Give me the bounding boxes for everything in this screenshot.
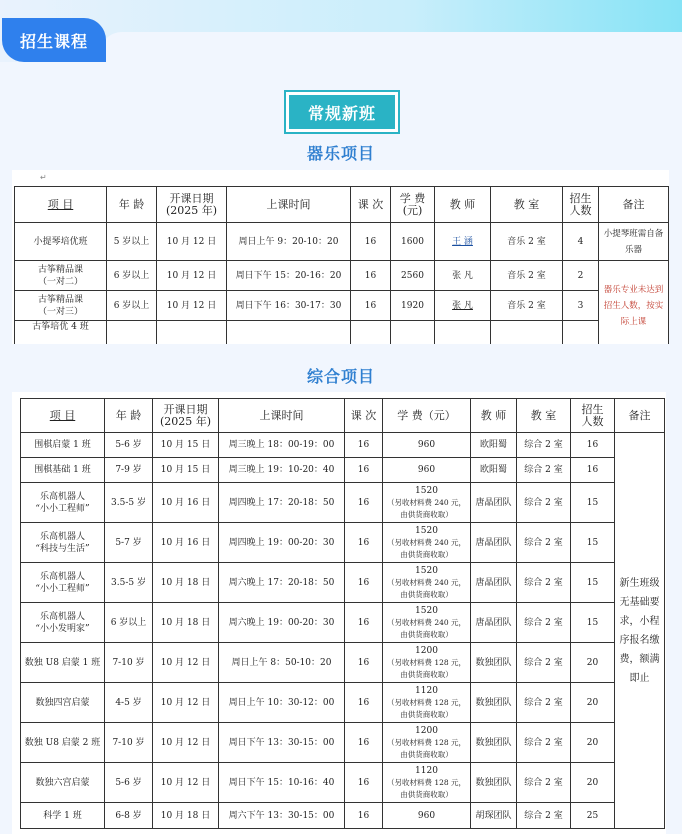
header-quota: 招生 人数 bbox=[571, 399, 615, 433]
cell-time: 周三晚上 18：00-19：00 bbox=[219, 433, 345, 458]
cell-date: 10 月 12 日 bbox=[153, 723, 219, 763]
cell-teacher: 胡琛团队 bbox=[471, 803, 517, 829]
cell-project: 数独 U8 启蒙 1 班 bbox=[21, 643, 105, 683]
cell-room: 音乐 2 室 bbox=[491, 261, 563, 291]
cell-date: 10 月 15 日 bbox=[153, 433, 219, 458]
header-teacher: 教 师 bbox=[435, 187, 491, 223]
cell-age: 3.5-5 岁 bbox=[105, 563, 153, 603]
table-header-row bbox=[15, 187, 669, 223]
cell-fee: 1600 bbox=[391, 223, 435, 261]
header-notch bbox=[100, 32, 682, 62]
table-row bbox=[21, 803, 665, 829]
header-fee: 学 费（元） bbox=[383, 399, 471, 433]
header-lessons: 课 次 bbox=[351, 187, 391, 223]
cell-project: 古筝精品课 （一对二） bbox=[15, 261, 107, 291]
cell-teacher: 数独团队 bbox=[471, 683, 517, 723]
cell-time: 周日上午 9：20-10：20 bbox=[227, 223, 351, 261]
cell-date: 10 月 12 日 bbox=[153, 763, 219, 803]
cell-time: 周四晚上 17：20-18：50 bbox=[219, 483, 345, 523]
cell-fee: 1120 （另收材料费 128 元，由供货商收取） bbox=[383, 763, 471, 803]
cell-note-violin: 小提琴班需自备乐器 bbox=[599, 223, 669, 261]
cell-age: 5-6 岁 bbox=[105, 433, 153, 458]
instrument-table-image bbox=[12, 170, 669, 344]
cell-teacher: 数独团队 bbox=[471, 763, 517, 803]
header-age: 年 龄 bbox=[107, 187, 157, 223]
cell-teacher: 欧阳蜀 bbox=[471, 433, 517, 458]
cell-quota: 2 bbox=[563, 261, 599, 291]
cell-quota: 15 bbox=[571, 603, 615, 643]
cell-lessons: 16 bbox=[345, 683, 383, 723]
header-room: 教 室 bbox=[517, 399, 571, 433]
cell-time: 周三晚上 19：10-20：40 bbox=[219, 458, 345, 483]
header-time: 上课时间 bbox=[227, 187, 351, 223]
cell-room: 综合 2 室 bbox=[517, 458, 571, 483]
header-start-date: 开课日期 (2025 年) bbox=[153, 399, 219, 433]
section-title-comprehensive: 综合项目 bbox=[306, 367, 375, 386]
cell-age: 7-10 岁 bbox=[105, 643, 153, 683]
cell-room: 音乐 2 室 bbox=[491, 291, 563, 321]
cell-date: 10 月 16 日 bbox=[153, 523, 219, 563]
cell-note-comprehensive: 新生班级无基础要求，小程序报名缴费，额满即止 bbox=[615, 433, 665, 829]
table-row bbox=[21, 603, 665, 643]
cell-fee: 1520 （另收材料费 240 元，由供货商收取） bbox=[383, 523, 471, 563]
cell-date: 10 月 12 日 bbox=[153, 643, 219, 683]
cell-time: 周日下午 16：30-17：30 bbox=[227, 291, 351, 321]
header-fee: 学 费 (元) bbox=[391, 187, 435, 223]
cell-teacher: 唐晶团队 bbox=[471, 523, 517, 563]
cell-project: 乐高机器人 “小小工程师” bbox=[21, 563, 105, 603]
cell-room: 综合 2 室 bbox=[517, 563, 571, 603]
header-quota: 招生 人数 bbox=[563, 187, 599, 223]
cell-fee: 1520 （另收材料费 240 元，由供货商收取） bbox=[383, 483, 471, 523]
cell-time: 周六晚上 19：00-20：30 bbox=[219, 603, 345, 643]
cell-teacher: 唐晶团队 bbox=[471, 603, 517, 643]
cell-quota: 16 bbox=[571, 433, 615, 458]
cell-project: 古筝精品课 （一对三） bbox=[15, 291, 107, 321]
header-age: 年 龄 bbox=[105, 399, 153, 433]
header-note: 备注 bbox=[615, 399, 665, 433]
header-time: 上课时间 bbox=[219, 399, 345, 433]
instrument-table bbox=[14, 186, 669, 344]
cell-room: 综合 2 室 bbox=[517, 803, 571, 829]
cell-date: 10 月 18 日 bbox=[153, 603, 219, 643]
cell-age: 3.5-5 岁 bbox=[105, 483, 153, 523]
header-note: 备注 bbox=[599, 187, 669, 223]
cell-quota: 15 bbox=[571, 523, 615, 563]
cell-lessons: 16 bbox=[351, 223, 391, 261]
cell-quota: 25 bbox=[571, 803, 615, 829]
banner-regular-new-class: 常规新班 bbox=[286, 92, 398, 132]
cell-lessons: 16 bbox=[345, 603, 383, 643]
cell-room: 综合 2 室 bbox=[517, 433, 571, 458]
cell-fee: 1920 bbox=[391, 291, 435, 321]
cell-note-instrument: 器乐专业未达到招生人数，按实际上课 bbox=[599, 261, 669, 345]
cell-lessons: 16 bbox=[345, 458, 383, 483]
cell-time: 周日下午 15：20-16：20 bbox=[227, 261, 351, 291]
cell-age: 5 岁以上 bbox=[107, 223, 157, 261]
cell-fee: 960 bbox=[383, 803, 471, 829]
table-row bbox=[15, 291, 669, 321]
cell-project: 乐高机器人 “小小工程师” bbox=[21, 483, 105, 523]
header-project: 项 目 bbox=[21, 399, 105, 433]
cell-lessons: 16 bbox=[345, 483, 383, 523]
table-row bbox=[15, 261, 669, 291]
cell-time: 周六晚上 17：20-18：50 bbox=[219, 563, 345, 603]
cell-time: 周六下午 13：30-15：00 bbox=[219, 803, 345, 829]
table-row bbox=[15, 223, 669, 261]
table-row bbox=[21, 458, 665, 483]
cell-project: 乐高机器人 “小小发明家” bbox=[21, 603, 105, 643]
section-title-instrument: 器乐项目 bbox=[306, 144, 375, 163]
cell-project: 围棋启蒙 1 班 bbox=[21, 433, 105, 458]
cell-time: 周日下午 15：10-16：40 bbox=[219, 763, 345, 803]
cell-fee: 960 bbox=[383, 433, 471, 458]
cell-date: 10 月 16 日 bbox=[153, 483, 219, 523]
cell-project: 数独四宫启蒙 bbox=[21, 683, 105, 723]
cell-teacher: 唐晶团队 bbox=[471, 483, 517, 523]
cell-quota: 3 bbox=[563, 291, 599, 321]
cell-quota: 20 bbox=[571, 683, 615, 723]
header-teacher: 教 师 bbox=[471, 399, 517, 433]
cell-date: 10 月 18 日 bbox=[153, 563, 219, 603]
cell-date: 10 月 12 日 bbox=[153, 683, 219, 723]
header-room: 教 室 bbox=[491, 187, 563, 223]
cell-project: 乐高机器人 “科技与生活” bbox=[21, 523, 105, 563]
table-header-row bbox=[21, 399, 665, 433]
cell-lessons: 16 bbox=[345, 723, 383, 763]
cell-fee: 2560 bbox=[391, 261, 435, 291]
cell-teacher: 数独团队 bbox=[471, 723, 517, 763]
table-row bbox=[21, 643, 665, 683]
cell-room: 综合 2 室 bbox=[517, 483, 571, 523]
cell-fee: 1520 （另收材料费 240 元，由供货商收取） bbox=[383, 603, 471, 643]
cell-quota: 20 bbox=[571, 723, 615, 763]
table-row bbox=[21, 433, 665, 458]
cell-teacher: 数独团队 bbox=[471, 643, 517, 683]
cell-time: 周四晚上 19：00-20：30 bbox=[219, 523, 345, 563]
cell-lessons: 16 bbox=[345, 523, 383, 563]
cell-project: 古筝培优 4 班 bbox=[15, 321, 107, 345]
cell-age: 6 岁以上 bbox=[105, 603, 153, 643]
cell-quota: 20 bbox=[571, 763, 615, 803]
cell-lessons: 16 bbox=[345, 433, 383, 458]
cell-teacher: 王 涵 bbox=[435, 223, 491, 261]
table-row bbox=[21, 683, 665, 723]
cell-lessons: 16 bbox=[345, 563, 383, 603]
cell-quota: 20 bbox=[571, 643, 615, 683]
cell-room: 综合 2 室 bbox=[517, 763, 571, 803]
table-row bbox=[21, 763, 665, 803]
cell-age: 6 岁以上 bbox=[107, 261, 157, 291]
cell-teacher: 欧阳蜀 bbox=[471, 458, 517, 483]
cell-project: 小提琴培优班 bbox=[15, 223, 107, 261]
cell-age: 4-5 岁 bbox=[105, 683, 153, 723]
table-row bbox=[21, 563, 665, 603]
cell-room: 音乐 2 室 bbox=[491, 223, 563, 261]
cell-time: 周日上午 8：50-10：20 bbox=[219, 643, 345, 683]
cell-lessons: 16 bbox=[345, 643, 383, 683]
cell-quota: 15 bbox=[571, 563, 615, 603]
comprehensive-table bbox=[20, 398, 665, 829]
cell-teacher: 唐晶团队 bbox=[471, 563, 517, 603]
cell-teacher: 张 凡 bbox=[435, 261, 491, 291]
cell-fee: 1200 （另收材料费 128 元，由供货商收取） bbox=[383, 723, 471, 763]
header-start-date: 开课日期 (2025 年) bbox=[157, 187, 227, 223]
cell-fee: 1120 （另收材料费 128 元，由供货商收取） bbox=[383, 683, 471, 723]
cell-age: 5-7 岁 bbox=[105, 523, 153, 563]
cell-date: 10 月 12 日 bbox=[157, 261, 227, 291]
cell-project: 数独六宫启蒙 bbox=[21, 763, 105, 803]
cell-lessons: 16 bbox=[351, 291, 391, 321]
cell-lessons: 16 bbox=[345, 763, 383, 803]
page-tag: 招生课程 bbox=[2, 18, 106, 62]
header-lessons: 课 次 bbox=[345, 399, 383, 433]
cell-date: 10 月 15 日 bbox=[153, 458, 219, 483]
cell-time: 周日下午 13：30-15：00 bbox=[219, 723, 345, 763]
cell-lessons: 16 bbox=[351, 261, 391, 291]
cell-room: 综合 2 室 bbox=[517, 603, 571, 643]
cell-project: 数独 U8 启蒙 2 班 bbox=[21, 723, 105, 763]
cell-fee: 1200 （另收材料费 128 元，由供货商收取） bbox=[383, 643, 471, 683]
cell-teacher: 张 凡 bbox=[435, 291, 491, 321]
cell-project: 围棋基础 1 班 bbox=[21, 458, 105, 483]
cell-fee: 1520 （另收材料费 240 元，由供货商收取） bbox=[383, 563, 471, 603]
cell-room: 综合 2 室 bbox=[517, 723, 571, 763]
cell-lessons: 16 bbox=[345, 803, 383, 829]
cell-age: 7-9 岁 bbox=[105, 458, 153, 483]
table-row bbox=[21, 483, 665, 523]
table-row bbox=[21, 723, 665, 763]
cell-age: 6-8 岁 bbox=[105, 803, 153, 829]
cell-room: 综合 2 室 bbox=[517, 523, 571, 563]
cell-age: 5-6 岁 bbox=[105, 763, 153, 803]
table-row bbox=[21, 523, 665, 563]
cell-date: 10 月 12 日 bbox=[157, 223, 227, 261]
cell-room: 综合 2 室 bbox=[517, 683, 571, 723]
table-row-partial bbox=[15, 321, 669, 345]
header-project: 项 目 bbox=[15, 187, 107, 223]
paragraph-mark: ↵ bbox=[40, 173, 47, 182]
cell-date: 10 月 12 日 bbox=[157, 291, 227, 321]
cell-date: 10 月 18 日 bbox=[153, 803, 219, 829]
cell-fee: 960 bbox=[383, 458, 471, 483]
cell-time: 周日上午 10：30-12：00 bbox=[219, 683, 345, 723]
cell-age: 7-10 岁 bbox=[105, 723, 153, 763]
cell-quota: 16 bbox=[571, 458, 615, 483]
cell-age: 6 岁以上 bbox=[107, 291, 157, 321]
cell-quota: 4 bbox=[563, 223, 599, 261]
comprehensive-table-image bbox=[12, 392, 666, 834]
cell-project: 科学 1 班 bbox=[21, 803, 105, 829]
cell-room: 综合 2 室 bbox=[517, 643, 571, 683]
cell-quota: 15 bbox=[571, 483, 615, 523]
